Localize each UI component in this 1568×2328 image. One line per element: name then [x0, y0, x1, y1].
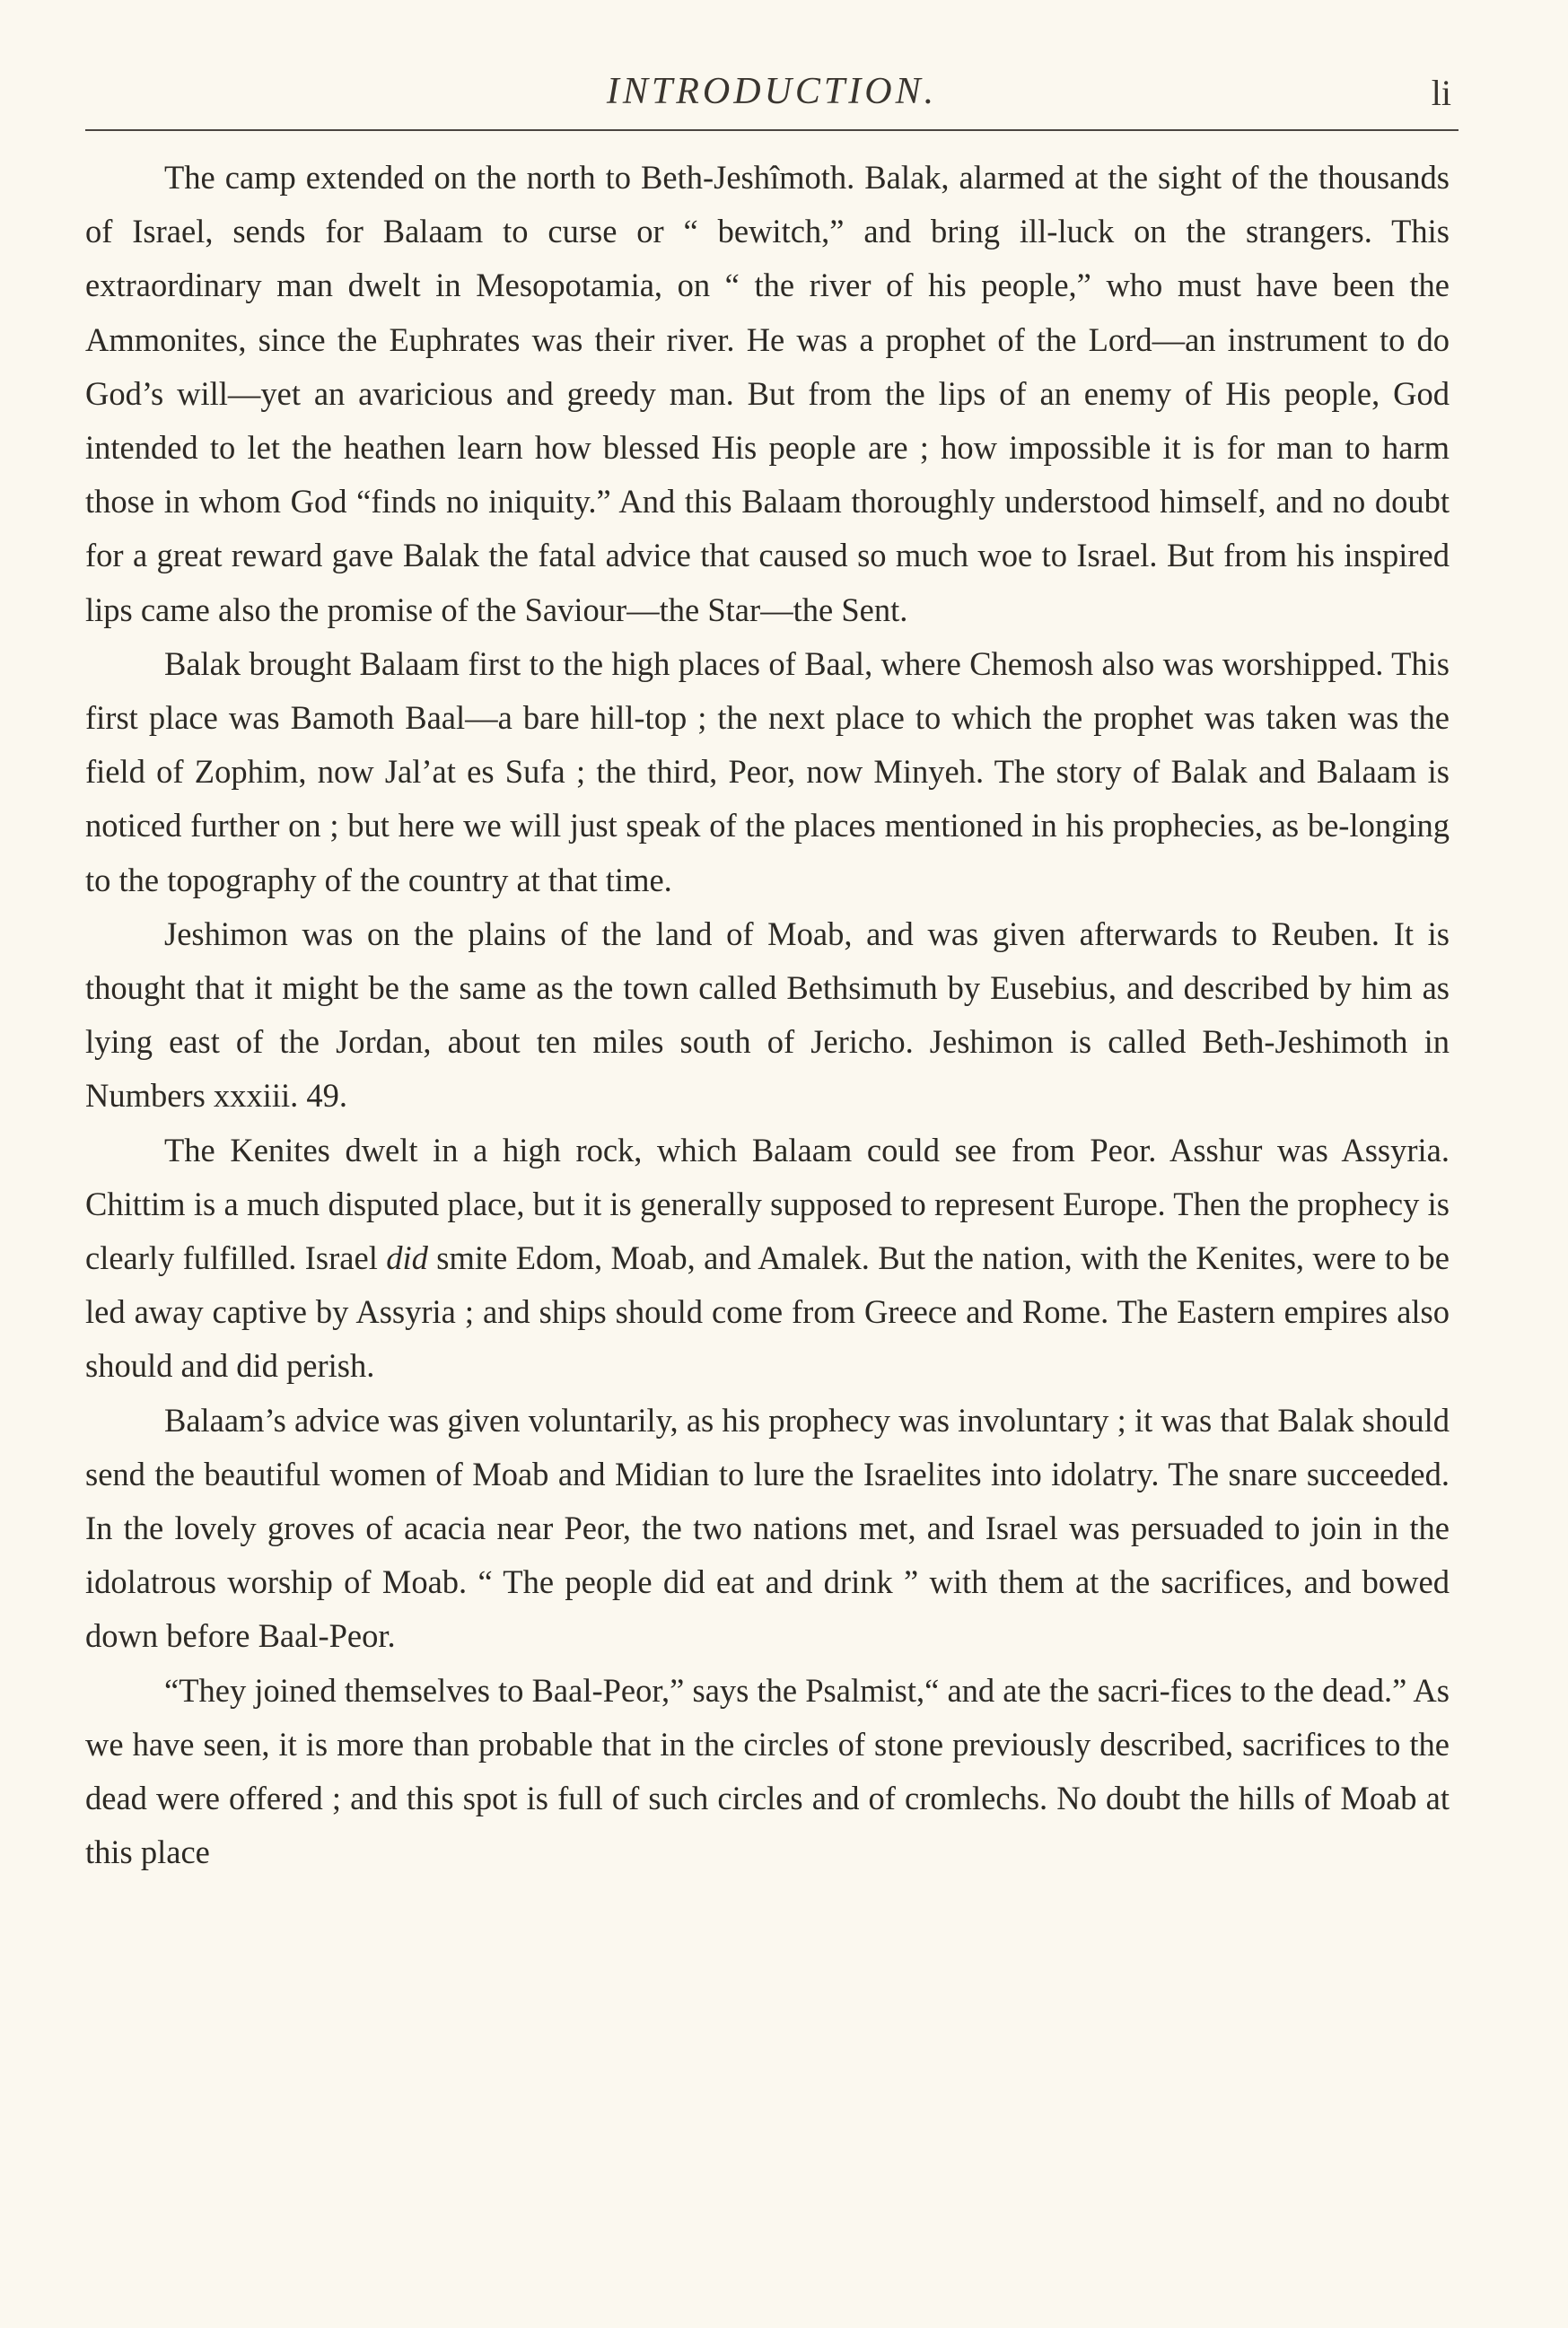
paragraph-6: “They joined themselves to Baal-Peor,” says the Psalmist,“ and ate the sacri-fices to the dead.” As we have seen, it is more than probable that in the circles of stone previously described, sacrifices to the dead were offered ; and this spot is full of such circles and of cromlechs. No doubt the hills of Moab at this place	[85, 1671, 1450, 1871]
paragraph-1: The camp extended on the north to Beth-Jeshîmoth. Balak, alarmed at the sight of the thousands of Israel, sends for Balaam to curse or “ bewitch,” and bring ill-luck on the strangers. This extraordinary man dwelt in Mesopotamia, on “ the river of his people,” who must have been the Ammonites, since the Euphrates was their river. He was a prophet of the Lord—an instrument to do God’s will—yet an avaricious and greedy man. But from the lips of an enemy of His people, God intended to let the heathen learn how blessed His people are ; how impossible it is for man to harm those in whom God “finds no iniquity.” And this Balaam thoroughly understood himself, and no doubt for a great reward gave Balak the fatal advice that caused so much woe to Israel. But from his inspired lips came also the promise of the Saviour—the Star—the Sent.	[85, 159, 1450, 628]
paragraph-4-emphasis: did	[386, 1239, 428, 1277]
paragraph-4-text-end: smite Edom, Moab, and Amalek. But the nation, with the Kenites, were to be led away captive by Assyria ; and ships should come from Greece and Rome. The Eastern empires also should and did perish.	[85, 1239, 1450, 1385]
paragraph-4-text-start: The Kenites dwelt in a high rock, which Balaam could see from Peor. Asshur was Assyria. Chittim is a much disputed place, but it is generally supposed to represent Europe. Then the prophecy is clearly fulfilled. Israel	[85, 1131, 1450, 1277]
running-head	[85, 65, 1459, 127]
paragraph-2: Balak brought Balaam first to the high places of Baal, where Chemosh also was worshipped. This first place was Bamoth Baal—a bare hill-top ; the next place to which the prophet was taken was the field of Zophim, now Jal’at es Sufa ; the third, Peor, now Minyeh. The story of Balak and Balaam is noticed further on ; but here we will just speak of the places mentioned in his prophecies, as be-longing to the topography of the country at that time.	[85, 644, 1450, 898]
paragraph-5: Balaam’s advice was given voluntarily, as his prophecy was involuntary ; it was that Balak should send the beautiful women of Moab and Midian to lure the Israelites into idolatry. The snare succeeded. In the lovely groves of acacia near Peor, the two nations met, and Israel was persuaded to join in the idolatrous worship of Moab. “ The people did eat and drink ” with them at the sacrifices, and bowed down before Baal-Peor.	[85, 1401, 1450, 1655]
header-rule	[85, 129, 1459, 131]
body-text	[85, 151, 1450, 1880]
running-title: INTRODUCTION.	[606, 71, 938, 112]
page-number: li	[1431, 73, 1451, 113]
paragraph-4	[85, 1124, 1450, 1394]
paragraph-3: Jeshimon was on the plains of the land of Moab, and was given afterwards to Reuben. It is thought that it might be the same as the town called Bethsimuth by Eusebius, and described by him as lying east of the Jordan, about ten miles south of Jericho. Jeshimon is called Beth-Jeshimoth in Numbers xxxiii. 49.	[85, 915, 1450, 1115]
